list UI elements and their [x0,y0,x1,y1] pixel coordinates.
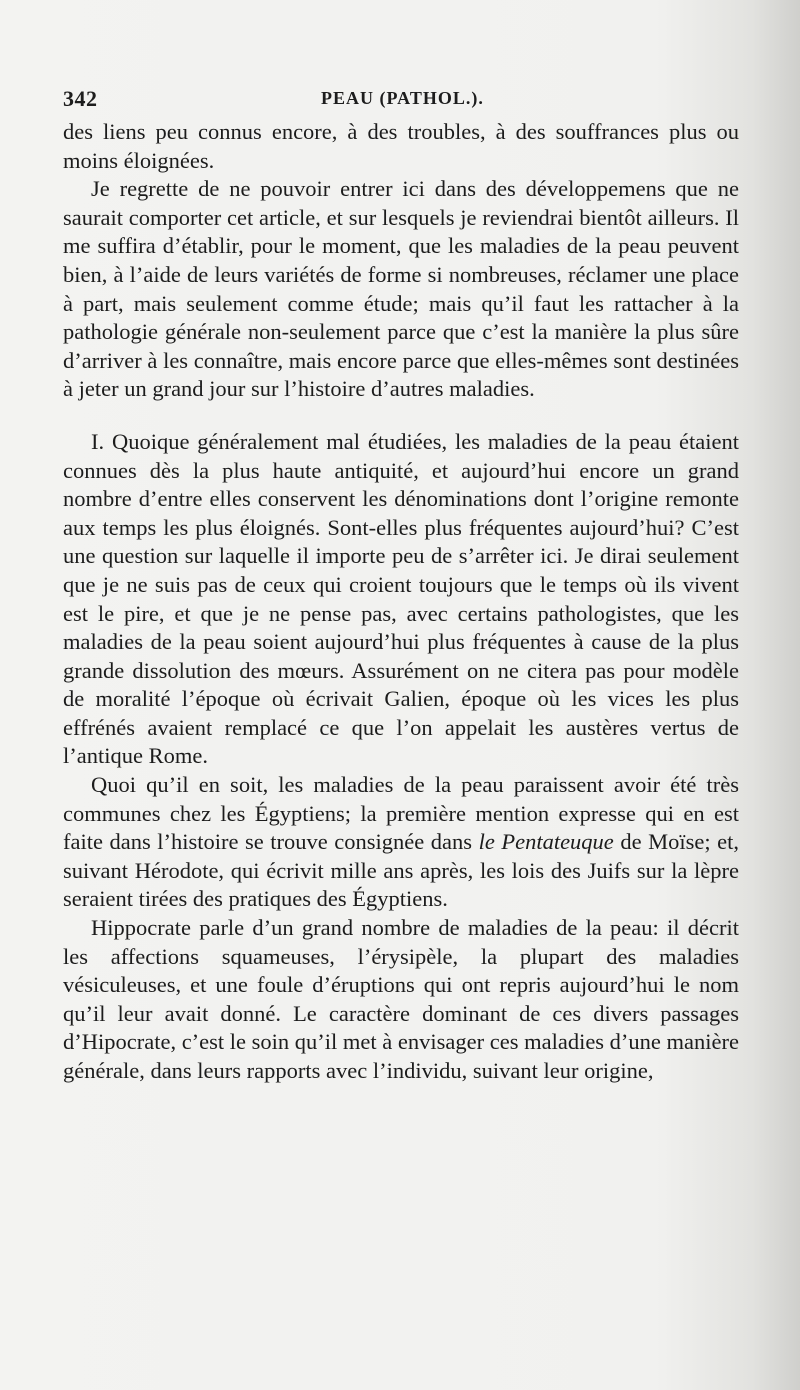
paragraph-4-text-before: Quoi qu’il en soit, les maladies de la peau paraissent avoir été très communes chez les Égyptiens; la première mention expresse qui en est faite dans l’histoire se trouve consignée dans [63,772,739,855]
paragraph-2: Je regrette de ne pouvoir entrer ici dans des développemens que ne saurait comporter cet article, et sur lesquels je reviendrai bientôt ailleurs. Il me suffira d’établir, pour le moment, que les maladies de la peau peuvent bien, à l’aide de leurs variétés de forme si nombreuses, réclamer une place à part, mais seulement comme étude; mais qu’il faut les rattacher à la pathologie générale non-seulement parce que c’est la manière la plus sûre d’arriver à les connaître, mais encore parce que elles-mêmes sont destinées à jeter un grand jour sur l’histoire d’autres maladies. [63,176,739,402]
running-head: PEAU (PATHOL.). [321,88,484,108]
paragraph-4-text-after: de Moïse; et, suivant Hérodote, qui écrivit mille ans après, les lois des Juifs sur la lèpre seraient tirées des pratiques des Égyptiens. [63,829,739,912]
paragraph-4 [63,771,739,914]
paragraph-5: Hippocrate parle d’un grand nombre de maladies de la peau: il décrit les affections squameuses, l’érysipèle, la plupart des maladies vésiculeuses, et une foule d’éruptions qui ont repris aujourd’hui le nom qu’il leur avait donné. Le caractère dominant de ces divers passages d’Hipocrate, c’est le soin qu’il met à envisager ces maladies d’une manière générale, dans leurs rapports avec l’individu, suivant leur origine, [63,915,739,1083]
paragraph-section-1: I. Quoique généralement mal étudiées, les maladies de la peau étaient connues dès la plus haute antiquité, et aujourd’hui encore un grand nombre d’entre elles conservent les dénominations dont l’origine remonte aux temps les plus éloignés. Sont-elles plus fréquentes aujourd’hui? C’est une question sur laquelle il importe peu de s’arrêter ici. Je dirai seulement que je ne suis pas de ceux qui croient toujours que le temps où ils vivent est le pire, et que je ne pense pas, avec certains pathologistes, que les maladies de la peau soient aujourd’hui plus fréquentes à cause de la plus grande dissolution des mœurs. Assurément on ne citera pas pour modèle de moralité l’époque où écrivait Galien, époque où les vices les plus effrénés avaient remplacé ce que l’on appelait les austères vertus de l’antique Rome. [63,428,739,769]
page-body [63,118,739,1086]
page-number: 342 [63,86,98,111]
paragraph-1: des liens peu connus encore, à des troubles, à des souffrances plus ou moins éloignées. [63,119,739,173]
pentateuque-title: le Pentateuque [478,829,614,855]
